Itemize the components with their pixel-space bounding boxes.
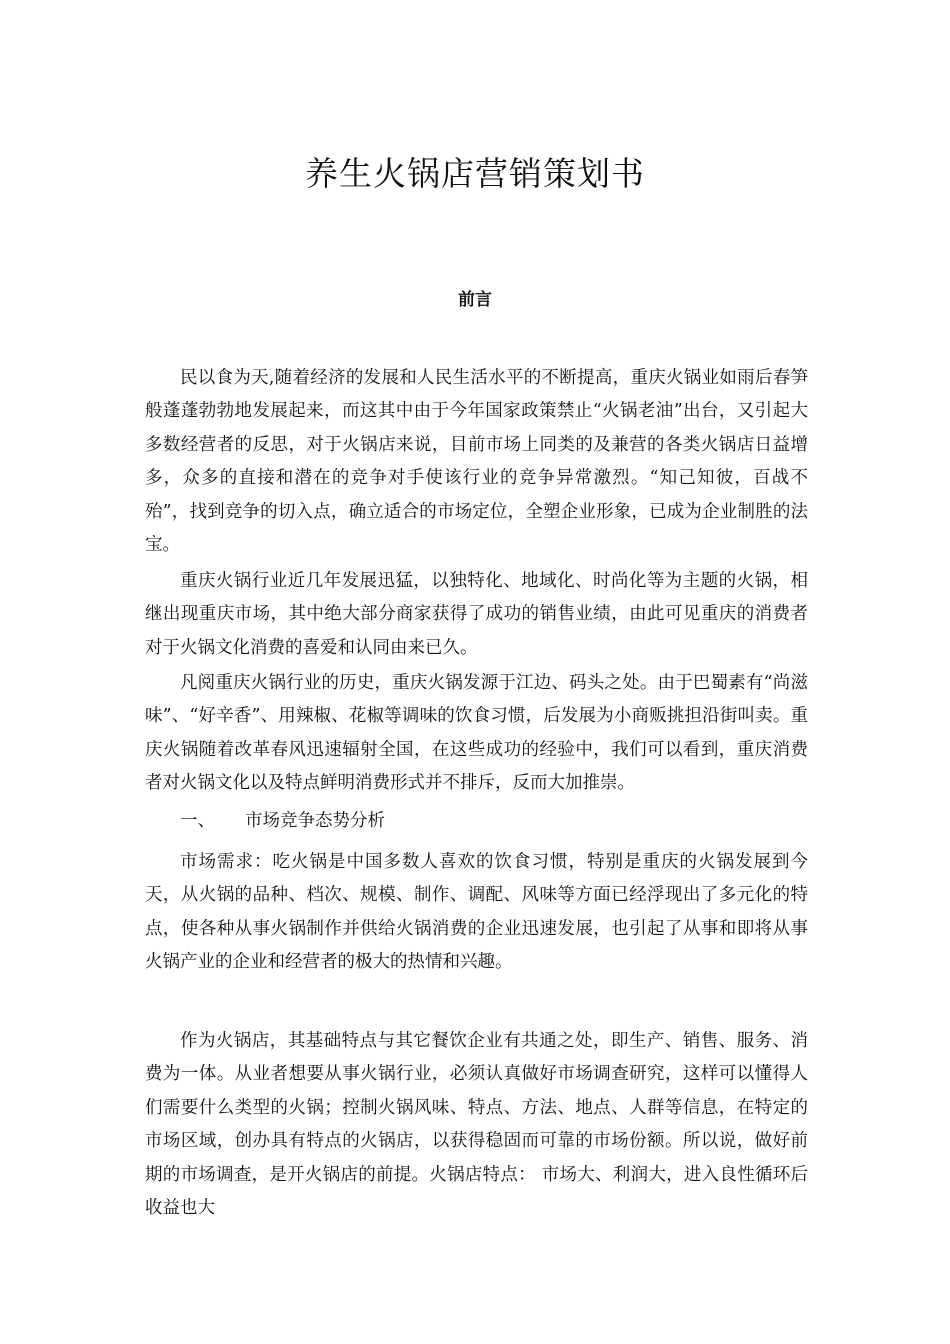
document-title: 养生火锅店营销策划书 bbox=[305, 154, 645, 193]
preface-paragraph-3: 凡阅重庆火锅行业的历史，重庆火锅发源于江边、码头之处。由于巴蜀素有“尚滋味”、“好辛香”、用辣椒、花椒等调味的饮食习惯，后发展为小商贩挑担沿街叫卖。重庆火锅随着改革春风迅速辐射全国，在这些成功的经验中，我们可以看到，重庆消费者对火锅文化以及特点鲜明消费形式并不排斥，反而大加推崇。 bbox=[145, 673, 808, 794]
preface-paragraph-1: 民以食为天,随着经济的发展和人民生活水平的不断提高，重庆火锅业如雨后春笋般蓬蓬勃勃地发展起来，而这其中由于今年国家政策禁止“火锅老油”出台，又引起大多数经营者的反思，对于火锅店来说，目前市场上同类的及兼营的各类火锅店日益增多，众多的直接和潜在的竞争对手使该行业的竞争异常激烈。“知己知彼，百战不殆”，找到竞争的切入点，确立适合的市场定位，全塑企业形象，已成为企业制胜的法宝。 bbox=[145, 368, 808, 556]
section-paragraph-1: 市场需求：吃火锅是中国多数人喜欢的饮食习惯，特别是重庆的火锅发展到今天，从火锅的品种、档次、规模、制作、调配、风味等方面已经浮现出了多元化的特点，使各种从事火锅制作并供给火锅消费的企业迅速发展，也引起了从事和即将从事火锅产业的企业和经营者的极大的热情和兴趣。 bbox=[145, 852, 808, 973]
preface-paragraph-2: 重庆火锅行业近几年发展迅猛，以独特化、地域化、时尚化等为主题的火锅，相继出现重庆市场，其中绝大部分商家获得了成功的销售业绩，由此可见重庆的消费者对于火锅文化消费的喜爱和认同由来已久。 bbox=[145, 571, 808, 658]
section-title: 市场竞争态势分析 bbox=[245, 811, 385, 831]
preface-heading: 前言 bbox=[458, 290, 492, 310]
section-heading bbox=[180, 805, 385, 838]
section-number: 一、 bbox=[180, 811, 215, 831]
section-paragraph-2: 作为火锅店，其基础特点与其它餐饮企业有共通之处，即生产、销售、服务、消费为一体。从业者想要从事火锅行业，必须认真做好市场调查研究，这样可以懂得人们需要什么类型的火锅；控制火锅风味、特点、方法、地点、人群等信息，在特定的市场区域，创办具有特点的火锅店，以获得稳固而可靠的市场份额。所以说，做好前期的市场调查，是开火锅店的前提。火锅店特点： 市场大、利润大，进入良性循环后收益也大 bbox=[145, 1031, 808, 1219]
